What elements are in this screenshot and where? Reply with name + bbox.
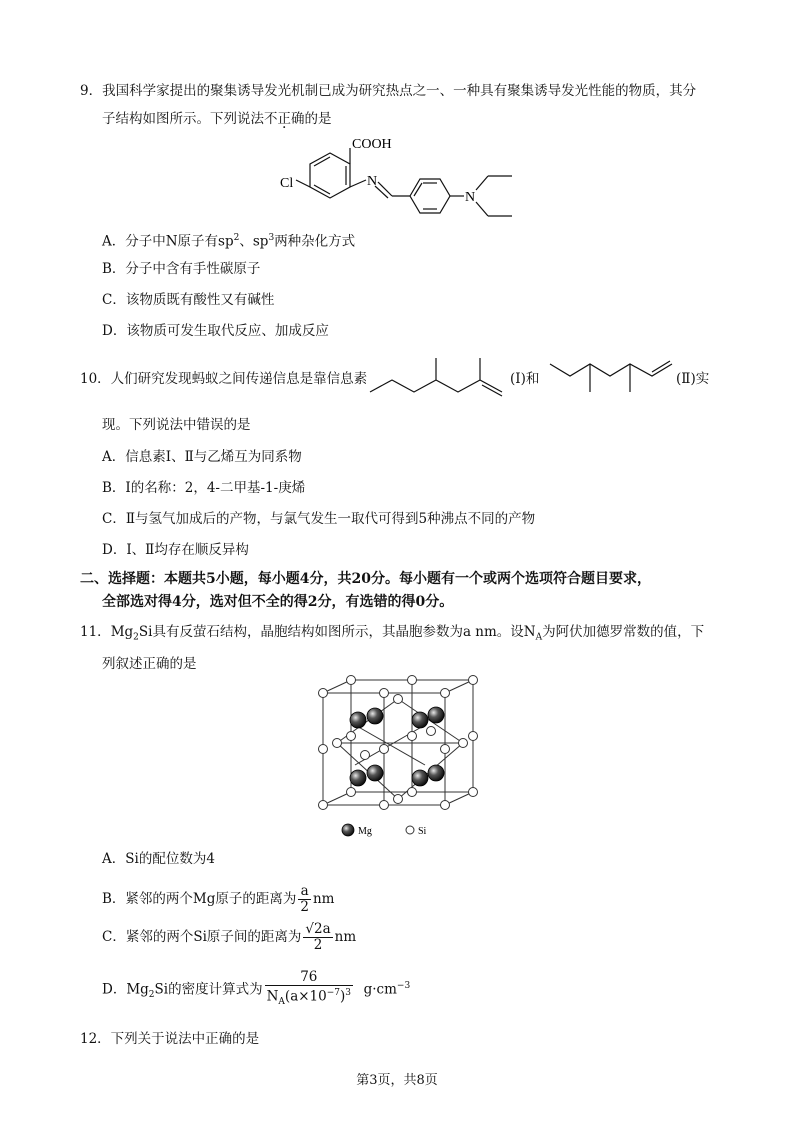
q11-option-d[interactable] [102, 966, 410, 1006]
q10-option-b[interactable]: B．Ⅰ的名称：2，4-二甲基-1-庚烯 [102, 480, 306, 496]
q10-stem-line2: 现。下列说法中错误的是 [102, 417, 251, 433]
imine-n-label: N [367, 174, 378, 189]
q11-option-c-fraction [303, 922, 332, 953]
crystal-cell-diagram [315, 675, 485, 840]
q9-stem-line2 [102, 110, 332, 128]
pheromone-i-structure [368, 352, 510, 400]
q12-stem: 12．下列关于说法中正确的是 [80, 1031, 260, 1047]
mg-legend-label: Mg [358, 826, 372, 837]
formula-si: Si [154, 981, 169, 998]
den-exp: −7 [326, 987, 341, 998]
unit: nm [334, 929, 357, 945]
q11-stem-line2: 列叙述正确的是 [102, 656, 197, 672]
unit: g·cm [363, 981, 397, 998]
q9-stem-post: 的是 [304, 111, 332, 127]
legend [342, 824, 427, 837]
den-n: N [266, 988, 279, 1005]
q9-option-b[interactable]: B．分子中含有手性碳原子 [102, 261, 261, 277]
q9-option-a-text2: 、sp [239, 233, 269, 250]
fraction-numerator: 76 [265, 970, 353, 986]
q10-stem-line1: 10．人们研究发现蚂蚁之间传递信息是靠信息素 [80, 371, 368, 387]
q11-na-sub: A [535, 632, 543, 643]
q10-option-d[interactable]: D．Ⅰ、Ⅱ均存在顺反异构 [102, 542, 249, 558]
fraction-numerator: √2a [305, 921, 331, 937]
formula-sub: 2 [148, 990, 155, 1001]
q9-option-a-sup2: 3 [268, 233, 275, 243]
q11-option-a[interactable]: A．Si的配位数为4 [102, 851, 215, 867]
fraction-denominator [265, 986, 353, 1010]
q9-option-a-sup1: 2 [233, 233, 240, 243]
q11-stem-mid: 具有反萤石结构，晶胞结构如图所示，其晶胞参数为a nm。设N [152, 624, 536, 640]
q9-stem-line1: 9．我国科学家提出的聚集诱导发光机制已成为研究热点之一、一种具有聚集诱导发光性能的物质，其分 [80, 83, 697, 99]
section-heading-line2: 全部选对得4分，选对但不全的得2分，有选错的得0分。 [102, 594, 454, 610]
q11-option-d-text: 的密度计算式为 [168, 981, 263, 998]
den-sub: A [278, 997, 285, 1008]
q9-stem-emphasis: 不正确 [264, 111, 305, 127]
cl-label: Cl [280, 176, 294, 191]
den-close: ) [340, 988, 346, 1005]
q9-molecule-structure [270, 130, 530, 225]
mg-legend-icon [342, 824, 354, 836]
fraction-numerator: a [298, 884, 311, 900]
q11-option-d-label: D． [102, 981, 127, 998]
fraction-denominator: 2 [313, 937, 323, 953]
pheromone-ii-structure [548, 352, 678, 400]
pheromone-ii-label: (Ⅱ)实 [676, 371, 710, 387]
q10-option-a[interactable]: A．信息素Ⅰ、Ⅱ与乙烯互为同系物 [102, 449, 302, 465]
q11-stem-line1 [80, 623, 704, 647]
q11-stem-post: 为阿伏加德罗常数的值，下 [542, 624, 705, 640]
q9-option-a[interactable] [102, 229, 355, 251]
q11-formula-sub: 2 [133, 632, 139, 643]
cooh-label: COOH [352, 137, 392, 152]
q11-option-d-fraction [265, 970, 353, 1010]
unit-exp: −3 [396, 981, 411, 991]
amine-n-label: N [465, 190, 476, 205]
q9-option-c[interactable]: C．该物质既有酸性又有碱性 [102, 292, 275, 308]
q11-number: 11． [80, 624, 111, 640]
q11-option-c-text: C．紧邻的两个Si原子间的距离为 [102, 929, 302, 945]
q11-formula-si: Si [138, 624, 153, 640]
den-cube: 3 [345, 987, 352, 998]
q11-option-b[interactable] [102, 882, 334, 916]
fraction-denominator: 2 [300, 899, 309, 915]
si-legend-label: Si [418, 826, 427, 837]
q11-formula-mg: Mg [110, 624, 134, 640]
q9-option-a-text1: A．分子中N原子有sp [102, 233, 234, 250]
unit: nm [312, 891, 335, 907]
q9-option-a-text3: 两种杂化方式 [274, 233, 356, 250]
q10-option-c[interactable]: C．Ⅱ与氢气加成后的产物，与氯气发生一取代可得到5种沸点不同的产物 [102, 511, 536, 527]
q9-option-d[interactable]: D．该物质可发生取代反应、加成反应 [102, 323, 329, 339]
q11-option-b-fraction [298, 884, 311, 915]
section-heading-line1: 二、选择题：本题共5小题，每小题4分，共20分。每小题有一个或两个选项符合题目要求， [80, 571, 651, 587]
pheromone-i-label: (Ⅰ)和 [510, 371, 540, 387]
den-rest: (a×10 [284, 988, 327, 1005]
q9-stem-pre: 子结构如图所示。下列说法 [102, 111, 264, 127]
formula-mg: Mg [126, 981, 149, 998]
q11-option-b-text: B．紧邻的两个Mg原子的距离为 [102, 891, 297, 907]
page-number: 第3页，共8页 [356, 1073, 438, 1088]
si-legend-icon [406, 826, 414, 834]
q11-option-c[interactable] [102, 920, 356, 954]
